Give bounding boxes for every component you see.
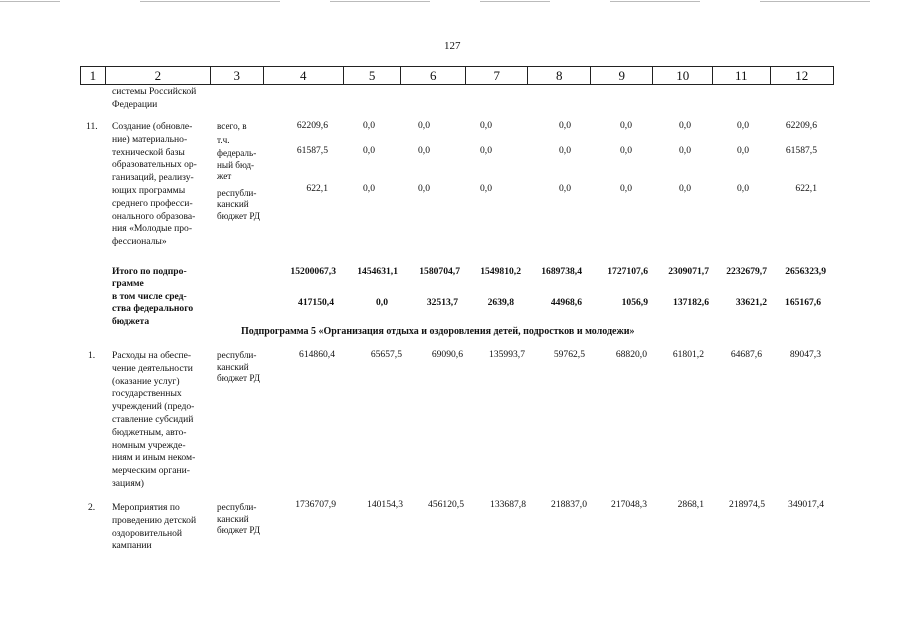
table-cell-value: 2639,8 bbox=[487, 297, 514, 308]
column-number-header bbox=[80, 66, 834, 85]
table-cell-value: 62209,6 bbox=[785, 120, 817, 131]
table-cell-value: 0,0 bbox=[620, 145, 632, 156]
subtotal-label: Итого по подпро- грамме в том числе сред- ства федерального бюджета bbox=[112, 266, 194, 327]
table-cell-value: 614860,4 bbox=[299, 349, 335, 360]
scan-edge-line bbox=[0, 1, 60, 2]
table-cell-value: 0,0 bbox=[376, 297, 388, 308]
table-cell-value: 0,0 bbox=[363, 145, 375, 156]
table-cell-value: 69090,6 bbox=[431, 349, 463, 360]
table-cell-value: 0,0 bbox=[620, 183, 632, 194]
table-cell-value: 2868,1 bbox=[677, 499, 704, 510]
column-header: 4 bbox=[263, 67, 343, 84]
table-cell-value: 0,0 bbox=[418, 120, 430, 131]
page-number: 127 bbox=[444, 40, 461, 52]
continuation-text: системы Российской Федерации bbox=[112, 86, 197, 110]
table-cell-value: 65657,5 bbox=[370, 349, 402, 360]
column-header: 6 bbox=[400, 67, 464, 84]
column-header: 1 bbox=[89, 68, 97, 83]
scan-edge-line bbox=[480, 1, 550, 2]
table-cell-value: 0,0 bbox=[480, 183, 492, 194]
table-cell-value: 1549810,2 bbox=[480, 266, 521, 277]
funding-source: республи- канский бюджет РД bbox=[217, 502, 261, 535]
table-cell-value: 417150,4 bbox=[298, 297, 334, 308]
table-cell-value: 61587,5 bbox=[296, 145, 328, 156]
table-cell-value: 1736707,9 bbox=[295, 499, 336, 510]
row-description: Расходы на обеспе- чение деятельности (оказание услуг) государственных учреждений (предо- ставление субсидий бюджетным, авто- номным учрежде- ниям и иным неком- мерческим органи- зациям) bbox=[112, 350, 196, 489]
table-cell-value: 0,0 bbox=[559, 183, 571, 194]
table-cell-value: 0,0 bbox=[363, 120, 375, 131]
table-cell-value: 165167,6 bbox=[785, 297, 821, 308]
scan-edge-line bbox=[140, 1, 280, 2]
table-cell-value: 140154,3 bbox=[367, 499, 403, 510]
column-header: 8 bbox=[527, 67, 590, 84]
table-cell-value: 218974,5 bbox=[729, 499, 765, 510]
table-cell-value: 0,0 bbox=[480, 145, 492, 156]
subprogram-title: Подпрограмма 5 «Организация отдыха и оздоровления детей, подростков и молодежи» bbox=[241, 326, 635, 337]
table-cell-value: 137182,6 bbox=[673, 297, 709, 308]
column-header: 7 bbox=[465, 67, 528, 84]
table-cell-value: 61801,2 bbox=[672, 349, 704, 360]
table-cell-value: 64687,6 bbox=[730, 349, 762, 360]
table-cell-value: 349017,4 bbox=[788, 499, 824, 510]
table-cell-value: 135993,7 bbox=[489, 349, 525, 360]
table-cell-value: 0,0 bbox=[559, 145, 571, 156]
table-cell-value: 44968,6 bbox=[550, 297, 582, 308]
table-cell-value: 2309071,7 bbox=[668, 266, 709, 277]
table-cell-value: 622,1 bbox=[795, 183, 817, 194]
table-cell-value: 0,0 bbox=[679, 183, 691, 194]
table-cell-value: 59762,5 bbox=[553, 349, 585, 360]
table-cell-value: 0,0 bbox=[620, 120, 632, 131]
table-cell-value: 0,0 bbox=[559, 120, 571, 131]
table-cell-value: 456120,5 bbox=[428, 499, 464, 510]
funding-source: республи- канский бюджет РД bbox=[217, 350, 261, 383]
funding-source: всего, в т.ч. федераль- ный бюд- жет республи- канский бюджет РД bbox=[217, 121, 261, 221]
table-cell-value: 218837,0 bbox=[551, 499, 587, 510]
column-header: 5 bbox=[343, 67, 401, 84]
table-cell-value: 217048,3 bbox=[611, 499, 647, 510]
table-cell-value: 2656323,9 bbox=[785, 266, 826, 277]
column-header: 11 bbox=[712, 67, 770, 84]
table-cell-value: 0,0 bbox=[679, 120, 691, 131]
row-number: 2. bbox=[88, 502, 96, 513]
table-cell-value: 0,0 bbox=[679, 145, 691, 156]
table-cell-value: 0,0 bbox=[418, 183, 430, 194]
table-cell-value: 15200067,3 bbox=[290, 266, 336, 277]
scan-edge-line bbox=[760, 1, 870, 2]
table-cell-value: 1056,9 bbox=[621, 297, 648, 308]
table-cell-value: 1580704,7 bbox=[419, 266, 460, 277]
scan-edge-line bbox=[330, 1, 430, 2]
table-cell-value: 32513,7 bbox=[426, 297, 458, 308]
table-cell-value: 0,0 bbox=[480, 120, 492, 131]
scan-edge-line bbox=[610, 1, 700, 2]
table-cell-value: 0,0 bbox=[737, 183, 749, 194]
table-cell-value: 0,0 bbox=[418, 145, 430, 156]
column-header: 12 bbox=[770, 67, 834, 84]
table-cell-value: 68820,0 bbox=[615, 349, 647, 360]
table-cell-value: 1689738,4 bbox=[541, 266, 582, 277]
table-cell-value: 0,0 bbox=[737, 120, 749, 131]
table-cell-value: 33621,2 bbox=[735, 297, 767, 308]
column-header: 10 bbox=[652, 67, 712, 84]
table-cell-value: 1727107,6 bbox=[607, 266, 648, 277]
row-description: Мероприятия по проведению детской оздоровительной кампании bbox=[112, 502, 197, 552]
column-header: 9 bbox=[590, 67, 653, 84]
table-cell-value: 2232679,7 bbox=[726, 266, 767, 277]
row-number: 11. bbox=[86, 121, 98, 132]
table-cell-value: 61587,5 bbox=[785, 145, 817, 156]
table-cell-value: 133687,8 bbox=[490, 499, 526, 510]
table-cell-value: 62209,6 bbox=[296, 120, 328, 131]
row-description: Создание (обновле- ние) материально- технической базы образовательных ор- ганизаций, реализу- ющих программы среднего професси- онального образова- ния «Молодые про- фессионалы» bbox=[112, 121, 197, 248]
row-number: 1. bbox=[88, 350, 96, 361]
table-cell-value: 0,0 bbox=[363, 183, 375, 194]
table-cell-value: 89047,3 bbox=[789, 349, 821, 360]
table-cell-value: 1454631,1 bbox=[357, 266, 398, 277]
column-header: 2 bbox=[105, 67, 210, 84]
table-cell-value: 622,1 bbox=[306, 183, 328, 194]
column-header: 3 bbox=[210, 67, 263, 84]
table-cell-value: 0,0 bbox=[737, 145, 749, 156]
